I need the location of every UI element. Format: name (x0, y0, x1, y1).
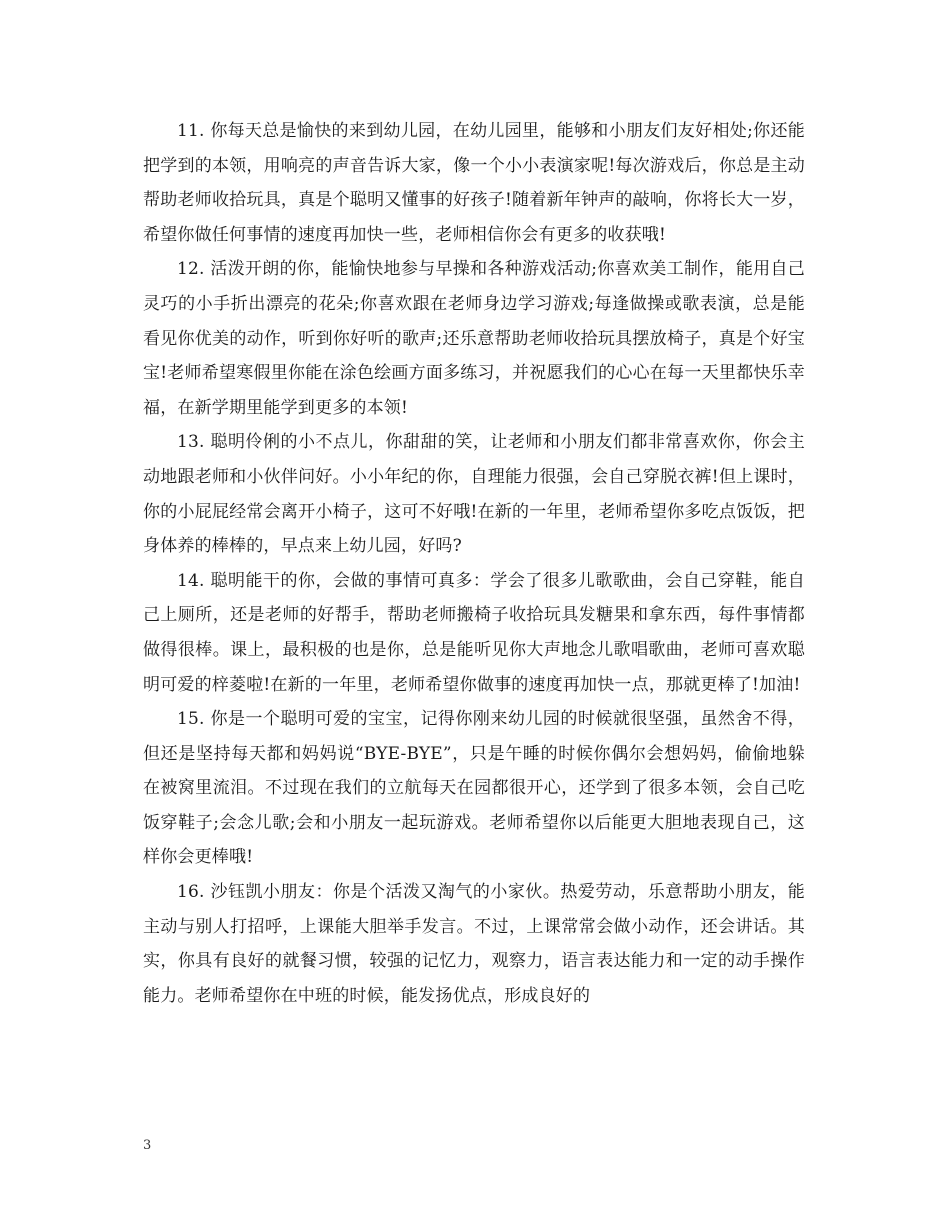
paragraph-15: 15. 你是一个聪明可爱的宝宝，记得你刚来幼儿园的时候就很坚强，虽然舍不得，但还是坚持每天都和妈妈说“BYE-BYE”，只是午睡的时候你偶尔会想妈妈，偷偷地躲在被窝里流泪。不过现在我们的立航每天在园都很开心，还学到了很多本领，会自己吃饭穿鞋子;会念儿歌;会和小朋友一起玩游戏。老师希望你以后能更大胆地表现自己，这样你会更棒哦! (143, 709, 805, 868)
page-number: 3 (143, 1138, 152, 1153)
paragraph-11: 11. 你每天总是愉快的来到幼儿园，在幼儿园里，能够和小朋友们友好相处;你还能把学到的本领，用响亮的声音告诉大家，像一个小小表演家呢!每次游戏后，你总是主动帮助老师收拾玩具，真是个聪明又懂事的好孩子!随着新年钟声的敲响，你将长大一岁，希望你做任何事情的速度再加快一些，老师相信你会有更多的收获哦! (143, 121, 805, 245)
paragraph-13: 13. 聪明伶俐的小不点儿，你甜甜的笑，让老师和小朋友们都非常喜欢你，你会主动地跟老师和小伙伴问好。小小年纪的你，自理能力很强，会自己穿脱衣裤!但上课时，你的小屁屁经常会离开小椅子，这可不好哦!在新的一年里，老师希望你多吃点饭饭，把身体养的棒棒的，早点来上幼儿园，好吗? (143, 432, 805, 557)
paragraph-14: 14. 聪明能干的你，会做的事情可真多：学会了很多儿歌歌曲，会自己穿鞋，能自己上厕所，还是老师的好帮手，帮助老师搬椅子收拾玩具发糖果和拿东西，每件事情都做得很棒。课上，最积极的也是你，总是能听见你大声地念儿歌唱歌曲，老师可喜欢聪明可爱的梓菱啦!在新的一年里，老师希望你做事的速度再加快一点，那就更棒了!加油! (143, 570, 805, 695)
document-body (143, 114, 805, 1013)
paragraph-16: 16. 沙钰凯小朋友：你是个活泼又淘气的小家伙。热爱劳动，乐意帮助小朋友，能主动与别人打招呼，上课能大胆举手发言。不过，上课常常会做小动作，还会讲话。其实，你具有良好的就餐习惯，较强的记忆力，观察力，语言表达能力和一定的动手操作能力。老师希望你在中班的时候，能发扬优点，形成良好的 (143, 882, 805, 1006)
paragraph-12: 12. 活泼开朗的你，能愉快地参与早操和各种游戏活动;你喜欢美工制作，能用自己灵巧的小手折出漂亮的花朵;你喜欢跟在老师身边学习游戏;每逢做操或歌表演，总是能看见你优美的动作，听到你好听的歌声;还乐意帮助老师收拾玩具摆放椅子，真是个好宝宝!老师希望寒假里你能在涂色绘画方面多练习，并祝愿我们的心心在每一天里都快乐幸福，在新学期里能学到更多的本领! (143, 259, 805, 418)
